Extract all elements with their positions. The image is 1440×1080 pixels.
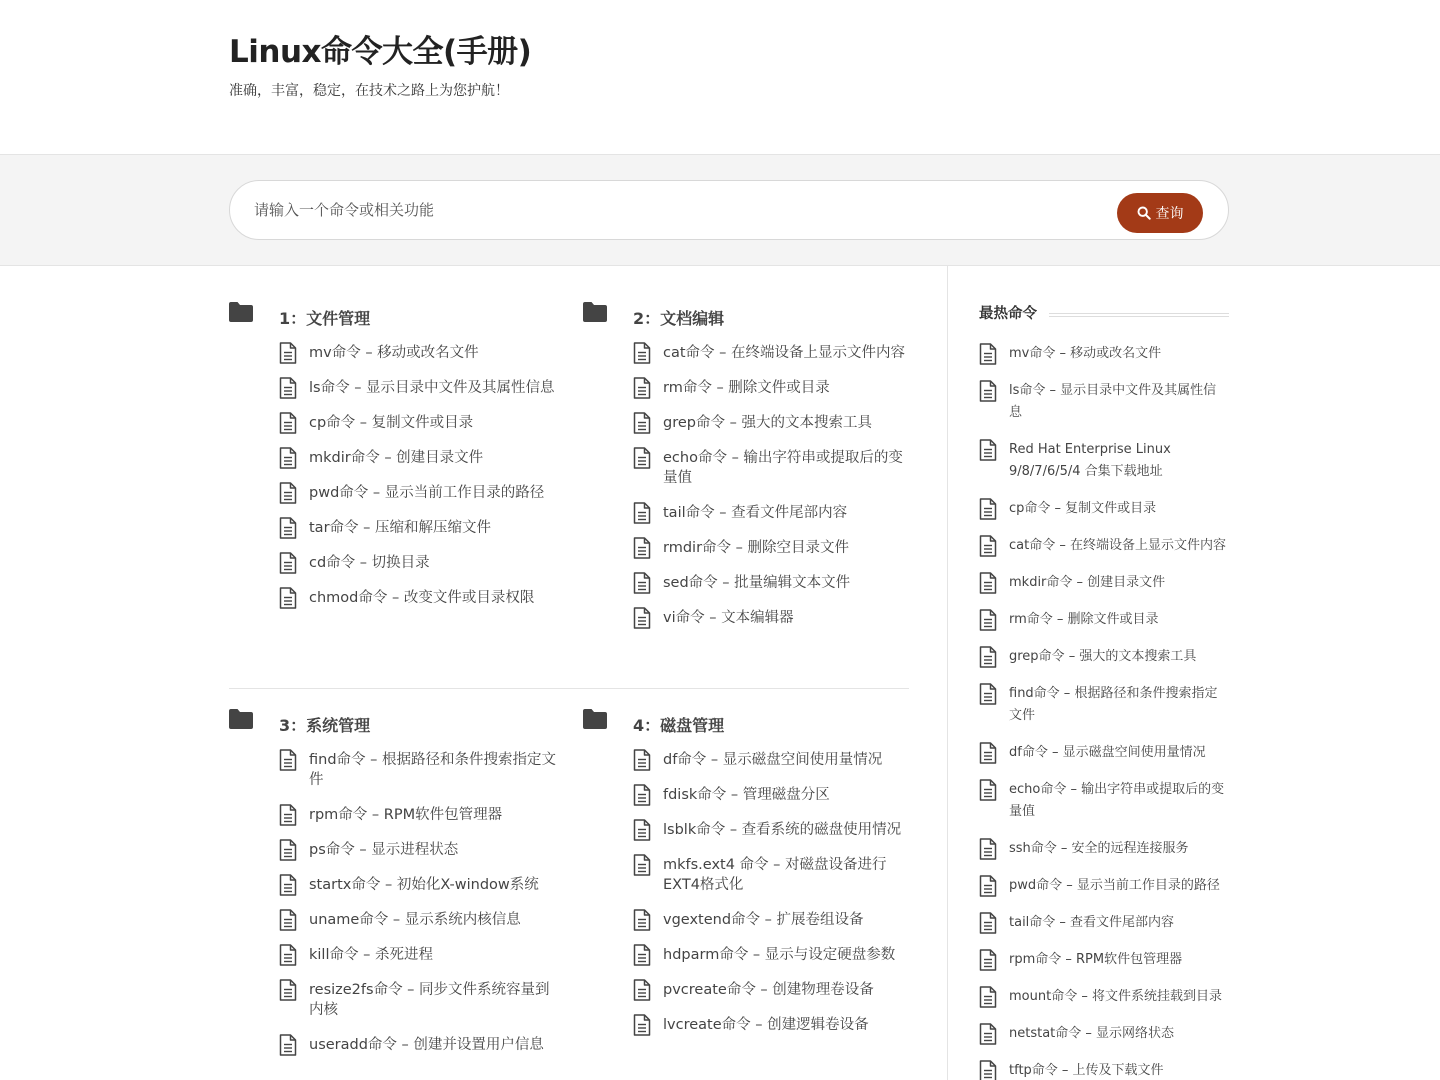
hot-command-text[interactable]: ssh命令 – 安全的远程连接服务 xyxy=(1009,841,1189,856)
document-icon xyxy=(633,909,651,931)
document-icon xyxy=(633,749,651,771)
document-icon xyxy=(979,949,997,971)
hot-command-text[interactable]: mount命令 – 将文件系统挂载到目录 xyxy=(1009,989,1222,1004)
category-file-management xyxy=(229,306,559,623)
category-header xyxy=(229,713,559,737)
hot-command-text[interactable]: grep命令 – 强大的文本搜索工具 xyxy=(1009,649,1197,664)
document-icon xyxy=(979,683,997,705)
hot-command-link[interactable] xyxy=(979,535,1229,557)
sidebar-list xyxy=(979,343,1229,1080)
command-link[interactable] xyxy=(229,448,559,468)
document-icon xyxy=(979,742,997,764)
command-link-text[interactable]: uname命令 – 显示系统内核信息 xyxy=(309,912,521,928)
command-link-text[interactable]: lsblk命令 – 查看系统的磁盘使用情况 xyxy=(663,822,902,838)
command-link-text[interactable]: grep命令 – 强大的文本搜索工具 xyxy=(663,415,872,431)
hot-command-link[interactable] xyxy=(979,742,1229,764)
hot-command-link[interactable] xyxy=(979,343,1229,365)
document-icon xyxy=(979,535,997,557)
command-link[interactable] xyxy=(583,855,913,895)
document-icon xyxy=(979,779,997,801)
category-command-list xyxy=(583,750,913,1035)
command-link-text[interactable]: echo命令 – 输出字符串或提取后的变量值 xyxy=(663,450,903,486)
hot-command-link[interactable] xyxy=(979,949,1229,971)
hot-command-text[interactable]: cat命令 – 在终端设备上显示文件内容 xyxy=(1009,538,1226,553)
command-link[interactable] xyxy=(583,448,913,488)
command-link[interactable] xyxy=(583,343,913,363)
command-link[interactable] xyxy=(229,483,559,503)
document-icon xyxy=(279,874,297,896)
document-icon xyxy=(979,1023,997,1045)
site-tagline: 准确，丰富，稳定，在技术之路上为您护航！ xyxy=(229,83,509,99)
document-icon xyxy=(633,607,651,629)
hot-command-text[interactable]: cp命令 – 复制文件或目录 xyxy=(1009,501,1157,516)
document-icon xyxy=(633,537,651,559)
command-link-text[interactable]: resize2fs命令 – 同步文件系统容量到内核 xyxy=(309,982,550,1018)
command-link-text[interactable]: lvcreate命令 – 创建逻辑卷设备 xyxy=(663,1017,869,1033)
category-title[interactable]: 3：系统管理 xyxy=(279,716,371,735)
hot-command-text[interactable]: mkdir命令 – 创建目录文件 xyxy=(1009,575,1166,590)
command-link[interactable] xyxy=(229,553,559,573)
hot-command-link[interactable] xyxy=(979,646,1229,668)
command-link[interactable] xyxy=(229,413,559,433)
document-icon xyxy=(633,412,651,434)
hot-command-link[interactable] xyxy=(979,779,1229,823)
command-link-text[interactable]: cat命令 – 在终端设备上显示文件内容 xyxy=(663,345,906,361)
category-title[interactable]: 1：文件管理 xyxy=(279,309,371,328)
category-header xyxy=(583,713,913,737)
document-icon xyxy=(633,377,651,399)
category-command-list xyxy=(229,343,559,608)
sidebar-title: 最热命令 xyxy=(979,306,1037,322)
hot-command-text[interactable]: ls命令 – 显示目录中文件及其属性信息 xyxy=(1009,383,1217,420)
document-icon xyxy=(979,646,997,668)
category-title[interactable]: 2：文档编辑 xyxy=(633,309,725,328)
search-box xyxy=(229,180,1229,240)
document-icon xyxy=(979,343,997,365)
document-icon xyxy=(279,517,297,539)
command-link[interactable] xyxy=(583,378,913,398)
document-icon xyxy=(979,439,997,461)
command-link-text[interactable]: fdisk命令 – 管理磁盘分区 xyxy=(663,787,830,803)
document-icon xyxy=(979,875,997,897)
category-document-editing xyxy=(583,306,913,643)
command-link-text[interactable]: kill命令 – 杀死进程 xyxy=(309,947,433,963)
document-icon xyxy=(279,552,297,574)
command-link-text[interactable]: rm命令 – 删除文件或目录 xyxy=(663,380,830,396)
command-link-text[interactable]: rmdir命令 – 删除空目录文件 xyxy=(663,540,849,556)
document-icon xyxy=(633,979,651,1001)
command-link[interactable] xyxy=(229,945,559,965)
hot-command-link[interactable] xyxy=(979,572,1229,594)
document-icon xyxy=(279,587,297,609)
command-link[interactable] xyxy=(229,750,559,790)
search-button[interactable] xyxy=(1117,193,1203,233)
hot-command-link[interactable] xyxy=(979,439,1229,483)
command-link[interactable] xyxy=(583,503,913,523)
command-link-text[interactable]: sed命令 – 批量编辑文本文件 xyxy=(663,575,851,591)
command-link-text[interactable]: ls命令 – 显示目录中文件及其属性信息 xyxy=(309,380,555,396)
hot-command-link[interactable] xyxy=(979,838,1229,860)
hot-command-text[interactable]: rm命令 – 删除文件或目录 xyxy=(1009,612,1159,627)
category-title[interactable]: 4：磁盘管理 xyxy=(633,716,725,735)
section-divider xyxy=(229,688,909,689)
command-link-text[interactable]: tar命令 – 压缩和解压缩文件 xyxy=(309,520,491,536)
command-link[interactable] xyxy=(229,840,559,860)
site-title[interactable]: Linux命令大全(手册) xyxy=(229,34,532,70)
hot-command-text[interactable]: pwd命令 – 显示当前工作目录的路径 xyxy=(1009,878,1220,893)
command-link-text[interactable]: df命令 – 显示磁盘空间使用量情况 xyxy=(663,752,883,768)
document-icon xyxy=(279,447,297,469)
hot-command-link[interactable] xyxy=(979,986,1229,1008)
document-icon xyxy=(633,854,651,876)
command-link-text[interactable]: cp命令 – 复制文件或目录 xyxy=(309,415,474,431)
document-icon xyxy=(633,1014,651,1036)
command-link-text[interactable]: hdparm命令 – 显示与设定硬盘参数 xyxy=(663,947,896,963)
command-link[interactable] xyxy=(583,750,913,770)
document-icon xyxy=(279,944,297,966)
command-link[interactable] xyxy=(583,980,913,1000)
folder-icon xyxy=(229,709,253,729)
hot-command-text[interactable]: tail命令 – 查看文件尾部内容 xyxy=(1009,915,1175,930)
hot-command-text[interactable]: df命令 – 显示磁盘空间使用量情况 xyxy=(1009,745,1206,760)
hot-command-text[interactable]: find命令 – 根据路径和条件搜索指定文件 xyxy=(1009,686,1218,723)
command-link[interactable] xyxy=(583,608,913,628)
document-icon xyxy=(279,804,297,826)
command-link[interactable] xyxy=(229,1035,559,1055)
command-link-text[interactable]: useradd命令 – 创建并设置用户信息 xyxy=(309,1037,544,1053)
document-icon xyxy=(279,749,297,771)
command-link[interactable] xyxy=(229,343,559,363)
category-command-list xyxy=(583,343,913,628)
sidebar-divider xyxy=(947,266,948,1080)
command-link-text[interactable]: chmod命令 – 改变文件或目录权限 xyxy=(309,590,535,606)
document-icon xyxy=(979,609,997,631)
command-link[interactable] xyxy=(229,875,559,895)
search-button-label: 查询 xyxy=(1155,206,1184,222)
category-command-list xyxy=(229,750,559,1055)
search-band xyxy=(0,155,1440,266)
document-icon xyxy=(633,819,651,841)
category-header xyxy=(583,306,913,330)
search-input[interactable] xyxy=(254,181,1114,239)
command-link[interactable] xyxy=(583,785,913,805)
hot-command-link[interactable] xyxy=(979,609,1229,631)
document-icon xyxy=(279,412,297,434)
hot-command-text[interactable]: echo命令 – 输出字符串或提取后的变量值 xyxy=(1009,782,1225,819)
hot-command-text[interactable]: Red Hat Enterprise Linux 9/8/7/6/5/4 合集下载地址 xyxy=(1009,442,1171,479)
document-icon xyxy=(979,986,997,1008)
hot-command-text[interactable]: rpm命令 – RPM软件包管理器 xyxy=(1009,952,1183,967)
command-link[interactable] xyxy=(229,588,559,608)
document-icon xyxy=(279,377,297,399)
hot-command-link[interactable] xyxy=(979,683,1229,727)
command-link[interactable] xyxy=(583,910,913,930)
hot-command-text[interactable]: tftp命令 – 上传及下载文件 xyxy=(1009,1063,1164,1078)
command-link-text[interactable]: mkfs.ext4 命令 – 对磁盘设备进行EXT4格式化 xyxy=(663,857,887,893)
hot-command-link[interactable] xyxy=(979,380,1229,424)
main-content xyxy=(229,266,909,1080)
command-link[interactable] xyxy=(229,378,559,398)
hot-command-link[interactable] xyxy=(979,875,1229,897)
command-link[interactable] xyxy=(583,945,913,965)
category-disk-management xyxy=(583,713,913,1050)
command-link[interactable] xyxy=(229,518,559,538)
command-link-text[interactable]: vgextend命令 – 扩展卷组设备 xyxy=(663,912,864,928)
hot-command-text[interactable]: mv命令 – 移动或改名文件 xyxy=(1009,346,1162,361)
document-icon xyxy=(633,572,651,594)
command-link-text[interactable]: pvcreate命令 – 创建物理卷设备 xyxy=(663,982,874,998)
folder-icon xyxy=(583,709,607,729)
document-icon xyxy=(279,482,297,504)
command-link[interactable] xyxy=(583,820,913,840)
document-icon xyxy=(633,502,651,524)
hot-command-link[interactable] xyxy=(979,1023,1229,1045)
hot-command-link[interactable] xyxy=(979,912,1229,934)
command-link[interactable] xyxy=(229,910,559,930)
document-icon xyxy=(979,380,997,402)
category-header xyxy=(229,306,559,330)
command-link[interactable] xyxy=(583,1015,913,1035)
folder-icon xyxy=(229,302,253,322)
command-link-text[interactable]: pwd命令 – 显示当前工作目录的路径 xyxy=(309,485,545,501)
document-icon xyxy=(979,1060,997,1080)
command-link-text[interactable]: cd命令 – 切换目录 xyxy=(309,555,430,571)
command-link-text[interactable]: mv命令 – 移动或改名文件 xyxy=(309,345,479,361)
document-icon xyxy=(279,909,297,931)
command-link[interactable] xyxy=(229,805,559,825)
command-link-text[interactable]: ps命令 – 显示进程状态 xyxy=(309,842,459,858)
command-link-text[interactable]: startx命令 – 初始化X-window系统 xyxy=(309,877,539,893)
hot-command-text[interactable]: netstat命令 – 显示网络状态 xyxy=(1009,1026,1175,1041)
command-link[interactable] xyxy=(583,573,913,593)
hot-command-link[interactable] xyxy=(979,1060,1229,1080)
document-icon xyxy=(979,838,997,860)
command-link-text[interactable]: mkdir命令 – 创建目录文件 xyxy=(309,450,484,466)
document-icon xyxy=(633,447,651,469)
command-link-text[interactable]: vi命令 – 文本编辑器 xyxy=(663,610,794,626)
command-link-text[interactable]: tail命令 – 查看文件尾部内容 xyxy=(663,505,848,521)
document-icon xyxy=(633,944,651,966)
document-icon xyxy=(979,572,997,594)
command-link[interactable] xyxy=(229,980,559,1020)
category-system-management xyxy=(229,713,559,1070)
command-link-text[interactable]: rpm命令 – RPM软件包管理器 xyxy=(309,807,503,823)
document-icon xyxy=(979,498,997,520)
document-icon xyxy=(279,1034,297,1056)
command-link[interactable] xyxy=(583,538,913,558)
document-icon xyxy=(279,839,297,861)
folder-icon xyxy=(583,302,607,322)
sidebar-title-rule xyxy=(1049,313,1229,317)
hot-command-link[interactable] xyxy=(979,498,1229,520)
site-header xyxy=(0,0,1440,155)
document-icon xyxy=(279,979,297,1001)
document-icon xyxy=(633,784,651,806)
search-icon xyxy=(1137,206,1151,220)
command-link-text[interactable]: find命令 – 根据路径和条件搜索指定文件 xyxy=(309,752,556,788)
document-icon xyxy=(633,342,651,364)
document-icon xyxy=(279,342,297,364)
document-icon xyxy=(979,912,997,934)
command-link[interactable] xyxy=(583,413,913,433)
